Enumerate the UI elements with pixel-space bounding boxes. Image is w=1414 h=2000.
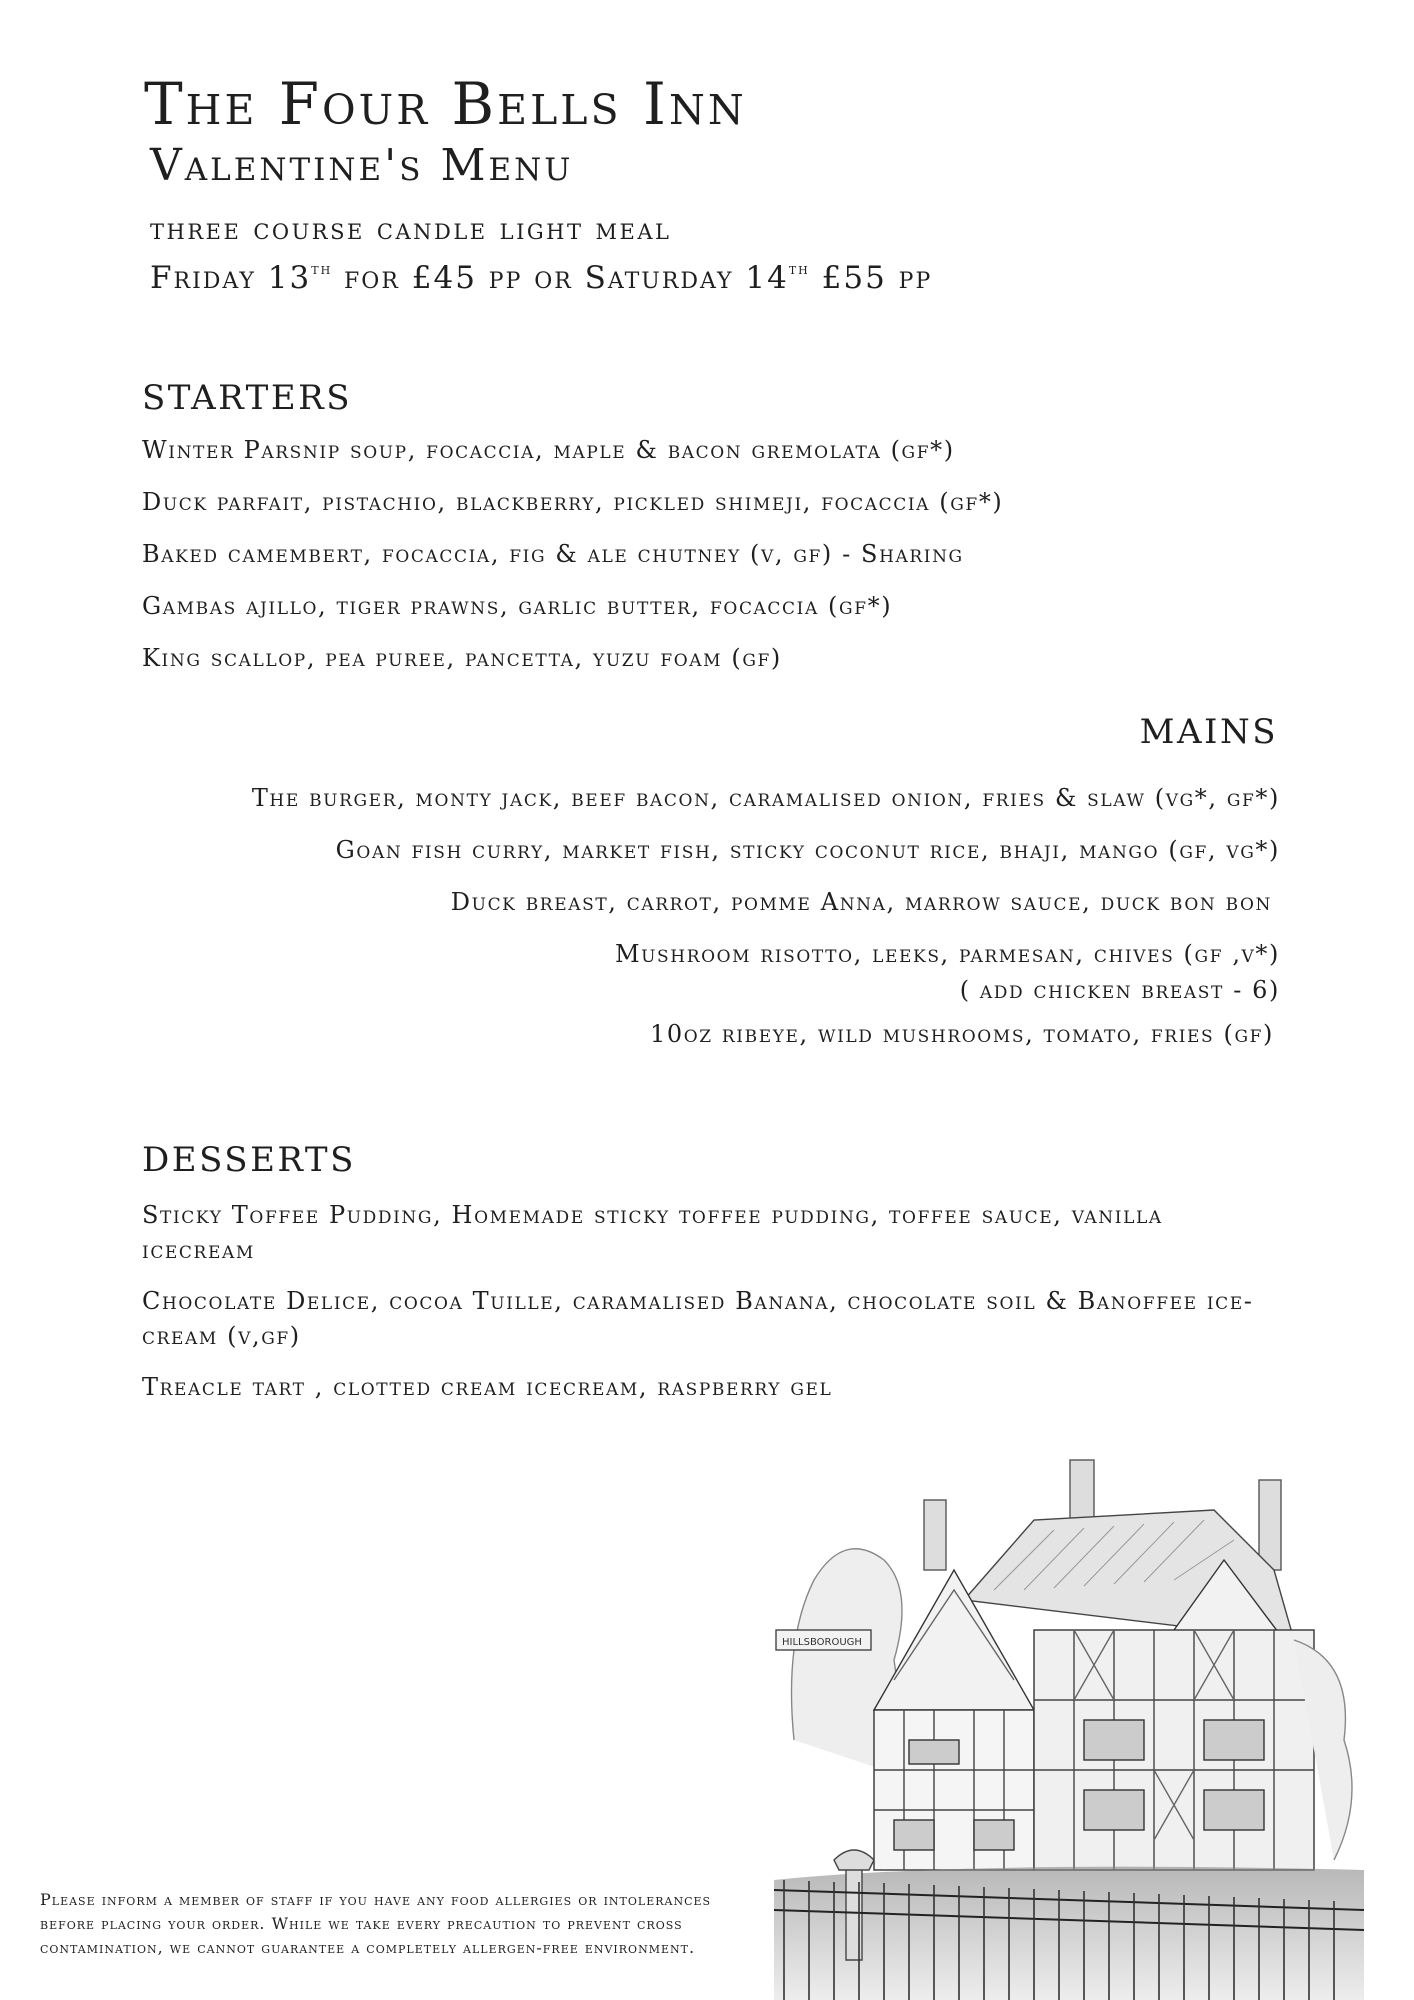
starter-item: Baked camembert, focaccia, fig & ale chutney (v, gf) - Sharing: [142, 540, 964, 568]
pricing-suffix-2: th: [788, 260, 810, 278]
starter-item: King scallop, pea puree, pancetta, yuzu foam (gf): [142, 644, 782, 672]
dessert-item: Chocolate Delice, cocoa Tuille, caramalised Banana, chocolate soil & Banoffee ice-cream (v,gf): [142, 1287, 1254, 1350]
pricing-friday: Friday 13: [150, 260, 312, 296]
allergy-notice-line: contamination, we cannot guarantee a completely allergen-free environment.: [40, 1938, 696, 1957]
desserts-heading: DESSERTS: [142, 1140, 356, 1180]
dessert-item: Treacle tart , clotted cream icecream, raspberry gel: [142, 1373, 833, 1401]
menu-title: The Four Bells Inn: [144, 70, 747, 138]
allergy-notice-line: before placing your order. While we take every precaution to prevent cross: [40, 1914, 683, 1933]
starter-item: Gambas ajillo, tiger prawns, garlic butter, focaccia (gf*): [142, 592, 893, 620]
pricing-end: £55 pp: [809, 260, 933, 296]
main-item: Duck breast, carrot, pomme Anna, marrow sauce, duck bon bon: [450, 888, 1272, 916]
main-item: Goan fish curry, market fish, sticky coconut rice, bhaji, mango (gf, vg*): [335, 836, 1280, 864]
main-item: The burger, monty jack, beef bacon, caramalised onion, fries & slaw (vg*, gf*): [251, 784, 1280, 812]
starter-item: Duck parfait, pistachio, blackberry, pickled shimeji, focaccia (gf*): [142, 488, 1004, 516]
starters-heading: STARTERS: [142, 378, 353, 418]
main-item-addon: ( add chicken breast - 6): [959, 976, 1280, 1004]
pricing-middle: for £45 pp or Saturday 14: [332, 260, 789, 296]
main-item: 10oz ribeye, wild mushrooms, tomato, fries (gf): [649, 1020, 1274, 1048]
meal-description: three course candle light meal: [150, 212, 672, 247]
starter-item: Winter Parsnip soup, focaccia, maple & bacon gremolata (gf*): [142, 436, 955, 464]
dessert-item: Sticky Toffee Pudding, Homemade sticky toffee pudding, toffee sauce, vanilla icecream: [142, 1201, 1163, 1264]
mains-heading: MAINS: [1139, 712, 1278, 752]
main-item: Mushroom risotto, leeks, parmesan, chives (gf ,v*): [614, 940, 1280, 968]
menu-subtitle: Valentine's Menu: [150, 140, 574, 191]
pricing-line: [150, 260, 932, 296]
pricing-suffix-1: th: [311, 260, 333, 278]
allergy-notice: [40, 1888, 711, 1960]
inn-sign-text: HILLSBOROUGH: [782, 1637, 862, 1648]
allergy-notice-line: Please inform a member of staff if you have any food allergies or intolerances: [40, 1890, 712, 1909]
tudor-inn-sketch-icon: [774, 1440, 1364, 2000]
